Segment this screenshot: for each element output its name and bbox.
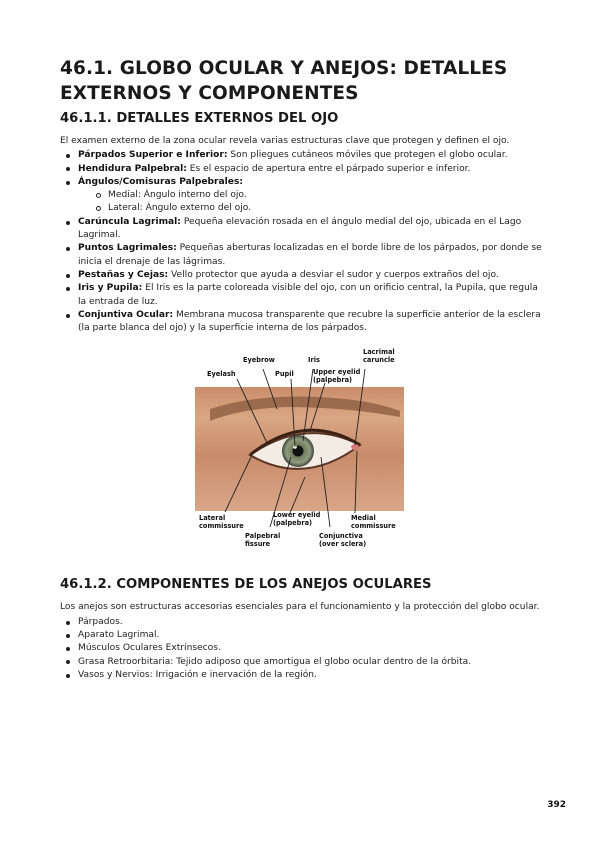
section-intro: Los anejos son estructuras accesorias esenciales para el funcionamiento y la protección del globo ocular.	[60, 602, 540, 613]
section-title-external-details: 46.1.1. DETALLES EXTERNOS DEL OJO	[60, 111, 339, 126]
label-lacrimal-caruncle: Lacrimal caruncle	[363, 348, 395, 365]
label-pupil: Pupil	[275, 370, 294, 379]
page-content	[60, 56, 545, 682]
sub-list-item: Lateral: Ángulo externo del ojo.	[78, 202, 545, 215]
label-eyelash: Eyelash	[207, 370, 236, 379]
list-item: Músculos Oculares Extrínsecos.	[60, 642, 545, 655]
section-intro: El examen externo de la zona ocular revela varias estructuras clave que protegen y definen el ojo.	[60, 136, 510, 146]
list-item: Pestañas y Cejas: Vello protector que ayuda a desviar el sudor y cuerpos extraños del ojo.	[60, 269, 545, 282]
list-item: Hendidura Palpebral: Es el espacio de apertura entre el párpado superior e inferior.	[60, 163, 545, 176]
label-lateral-commissure: Lateral commissure	[199, 514, 244, 531]
label-iris: Iris	[308, 356, 320, 365]
label-palpebral-fissure: Palpebral fissure	[245, 532, 281, 549]
label-upper-eyelid: Upper eyelid (palpebra)	[313, 368, 361, 385]
list-item: Vasos y Nervios: Irrigación e inervación de la región.	[60, 669, 545, 682]
list-item: Grasa Retroorbitaria: Tejido adiposo que amortigua el globo ocular dentro de la órbita.	[60, 656, 545, 669]
sub-list-item: Medial: Ángulo interno del ojo.	[78, 189, 545, 202]
details-list	[60, 149, 545, 335]
list-item: Conjuntiva Ocular: Membrana mucosa transparente que recubre la superficie anterior de la esclera (la parte blanca del ojo) y la superficie interna de los párpados.	[60, 309, 545, 336]
page-number: 392	[547, 800, 566, 810]
list-item: Párpados Superior e Inferior: Son pliegues cutáneos móviles que protegen el globo ocular.	[60, 149, 545, 162]
eye-anatomy-figure	[195, 347, 404, 556]
list-item: Aparato Lagrimal.	[60, 629, 545, 642]
list-item: Puntos Lagrimales: Pequeñas aberturas localizadas en el borde libre de los párpados, por donde se inicia el drenaje de las lágrimas.	[60, 242, 545, 269]
list-item: Iris y Pupila: El Iris es la parte coloreada visible del ojo, con un orificio central, la Pupila, que regula la entrada de luz.	[60, 282, 545, 309]
list-item: Párpados.	[60, 616, 545, 629]
label-conjunctiva: Conjunctiva (over sclera)	[319, 532, 367, 549]
list-item: Ángulos/Comisuras Palpebrales: Medial: Ángulo interno del ojo. Lateral: Ángulo externo del ojo.	[60, 176, 545, 216]
label-medial-commissure: Medial commissure	[351, 514, 396, 531]
section-title-adnexa: 46.1.2. COMPONENTES DE LOS ANEJOS OCULARES	[60, 577, 432, 593]
list-item: Carúncula Lagrimal: Pequeña elevación rosada en el ángulo medial del ojo, ubicada en el Lago Lagrimal.	[60, 216, 545, 243]
label-eyebrow: Eyebrow	[243, 356, 275, 365]
label-lower-eyelid: Lower eyelid (palpebra)	[273, 511, 321, 528]
adnexa-list	[60, 616, 545, 682]
sub-list	[78, 189, 545, 216]
page-title: 46.1. GLOBO OCULAR Y ANEJOS: DETALLES EXTERNOS Y COMPONENTES	[60, 58, 508, 104]
